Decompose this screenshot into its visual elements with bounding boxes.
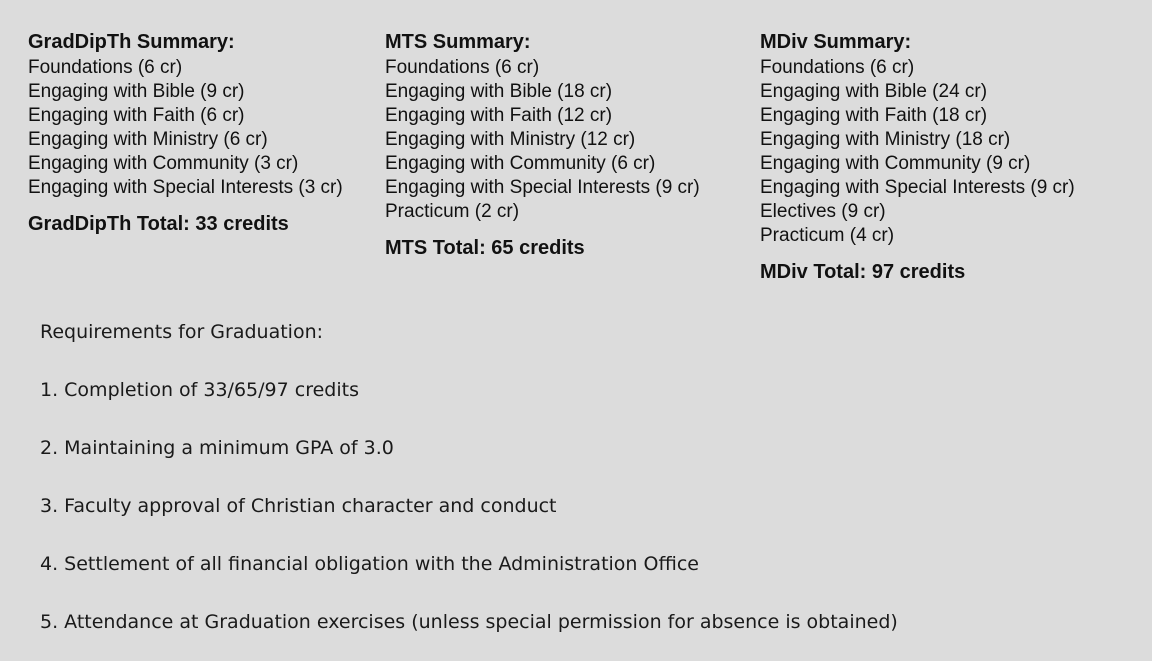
course-item: Practicum (2 cr) [385, 201, 520, 222]
requirement-item: 1. Completion of 33/65/97 credits [40, 379, 359, 401]
requirement-item: 5. Attendance at Graduation exercises (unless special permission for absence is obtained) [40, 611, 898, 633]
requirements-heading: Requirements for Graduation: [40, 321, 324, 343]
course-item: Engaging with Community (9 cr) [760, 153, 1031, 174]
mdiv-summary [760, 30, 1075, 284]
course-item: Practicum (4 cr) [760, 225, 895, 246]
course-item: Foundations (6 cr) [28, 57, 183, 78]
course-item: Engaging with Faith (6 cr) [28, 105, 245, 126]
graddipth-total: GradDipTh Total: 33 credits [28, 213, 289, 235]
graddipth-summary [28, 30, 343, 236]
course-item: Foundations (6 cr) [760, 57, 915, 78]
course-item: Engaging with Community (3 cr) [28, 153, 299, 174]
mts-summary [385, 30, 700, 260]
course-item: Engaging with Bible (24 cr) [760, 81, 988, 102]
mts-total: MTS Total: 65 credits [385, 237, 585, 259]
course-item: Foundations (6 cr) [385, 57, 540, 78]
mts-title: MTS Summary: [385, 31, 531, 53]
course-item: Engaging with Special Interests (9 cr) [760, 177, 1075, 198]
mdiv-items [760, 56, 1075, 248]
requirement-item: 4. Settlement of all financial obligation with the Administration Office [40, 553, 699, 575]
course-item: Engaging with Special Interests (9 cr) [385, 177, 700, 198]
mts-items [385, 56, 700, 224]
mdiv-title: MDiv Summary: [760, 31, 912, 53]
graddipth-items [28, 56, 343, 200]
course-item: Engaging with Faith (12 cr) [385, 105, 613, 126]
requirements-list [40, 376, 898, 636]
course-item: Engaging with Ministry (6 cr) [28, 129, 268, 150]
mdiv-total: MDiv Total: 97 credits [760, 261, 966, 283]
course-item: Engaging with Special Interests (3 cr) [28, 177, 343, 198]
course-item: Engaging with Bible (9 cr) [28, 81, 245, 102]
course-item: Engaging with Bible (18 cr) [385, 81, 613, 102]
course-item: Electives (9 cr) [760, 201, 886, 222]
course-item: Engaging with Faith (18 cr) [760, 105, 988, 126]
course-item: Engaging with Ministry (18 cr) [760, 129, 1011, 150]
course-item: Engaging with Ministry (12 cr) [385, 129, 636, 150]
requirement-item: 2. Maintaining a minimum GPA of 3.0 [40, 437, 394, 459]
course-item: Engaging with Community (6 cr) [385, 153, 656, 174]
graddipth-title: GradDipTh Summary: [28, 31, 235, 53]
graduation-requirements [40, 318, 898, 636]
requirement-item: 3. Faculty approval of Christian character and conduct [40, 495, 557, 517]
